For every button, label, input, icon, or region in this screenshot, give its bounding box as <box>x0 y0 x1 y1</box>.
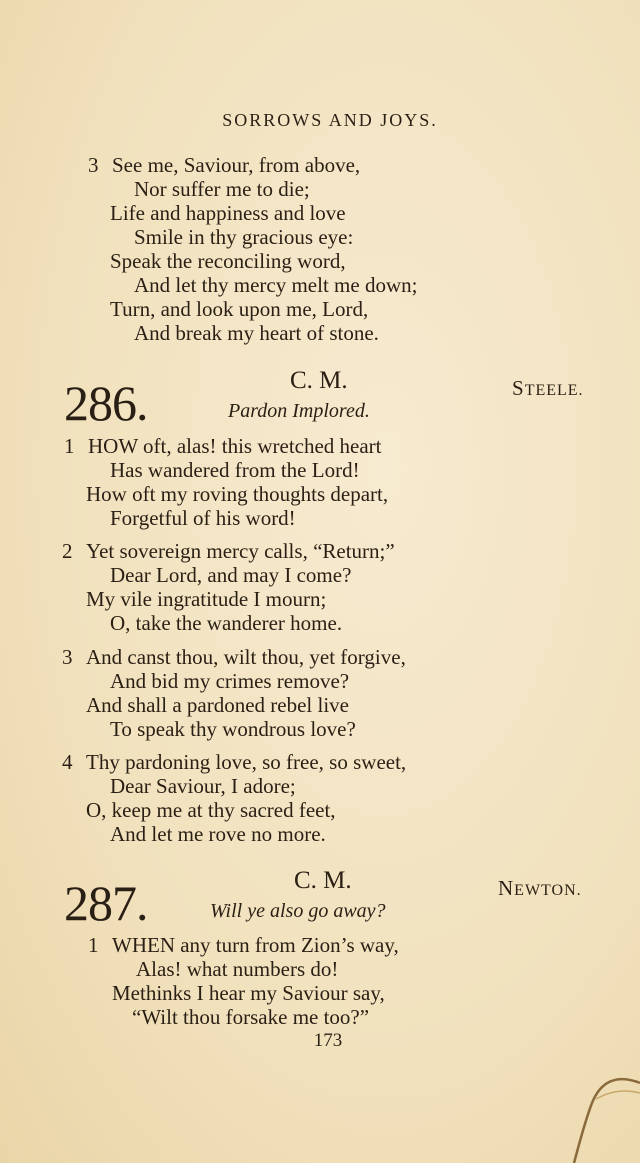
running-head: SORROWS AND JOYS. <box>222 110 438 130</box>
hymn-author <box>512 378 584 399</box>
verse-line: Alas! what numbers do! <box>136 957 339 981</box>
verse-number: 1 <box>64 434 75 458</box>
hymn-number: 287. <box>64 875 148 931</box>
verse-line: “Wilt thou forsake me too?” <box>132 1005 370 1029</box>
verse-line: Smile in thy gracious eye: <box>134 225 354 249</box>
verse-line: How oft my roving thoughts depart, <box>86 482 389 506</box>
author-rest: EWTON. <box>514 882 582 899</box>
page-fold-mark <box>530 1073 640 1163</box>
hymn-meter: C. M. <box>290 367 348 394</box>
author-initial: N <box>498 876 515 900</box>
hymn-meter: C. M. <box>294 867 352 894</box>
verse-line: And shall a pardoned rebel live <box>86 693 349 717</box>
hymn-title: Pardon Implored. <box>228 400 370 422</box>
verse-line: Speak the reconciling word, <box>110 249 346 273</box>
verse-line: Nor suffer me to die; <box>134 177 310 201</box>
verse-line: Dear Saviour, I adore; <box>110 774 296 798</box>
verse-number: 1 <box>88 933 99 957</box>
verse-number: 3 <box>88 153 99 177</box>
verse-line: And break my heart of stone. <box>134 321 379 345</box>
author-rest: TEELE. <box>524 382 584 399</box>
page-number: 173 <box>313 1030 343 1051</box>
verse-line: WHEN any turn from Zion’s way, <box>112 933 399 957</box>
verse-line: And let thy mercy melt me down; <box>134 273 418 297</box>
verse-line: Dear Lord, and may I come? <box>110 563 352 587</box>
verse-line: And canst thou, wilt thou, yet forgive, <box>86 645 406 669</box>
verse-line: HOW oft, alas! this wretched heart <box>88 434 382 458</box>
verse-line: O, take the wanderer home. <box>110 611 343 635</box>
verse-line: Thy pardoning love, so free, so sweet, <box>86 750 407 774</box>
verse-number: 3 <box>62 645 73 669</box>
hymn-number: 286. <box>64 375 148 431</box>
verse-line: O, keep me at thy sacred feet, <box>86 798 336 822</box>
verse-number: 4 <box>62 750 73 774</box>
verse-line: Has wandered from the Lord! <box>110 458 360 482</box>
hymn-author <box>498 878 582 899</box>
verse-line: Methinks I hear my Saviour say, <box>112 981 385 1005</box>
verse-line: My vile ingratitude I mourn; <box>86 587 327 611</box>
verse-number: 2 <box>62 539 73 563</box>
verse-line: Life and happiness and love <box>110 201 346 225</box>
verse-line: Turn, and look upon me, Lord, <box>110 297 369 321</box>
hymn-title: Will ye also go away? <box>210 900 386 922</box>
verse-line: Forgetful of his word! <box>110 506 296 530</box>
verse-line: And let me rove no more. <box>110 822 326 846</box>
verse-line: Yet sovereign mercy calls, “Return;” <box>86 539 395 563</box>
verse-line: To speak thy wondrous love? <box>110 717 356 741</box>
verse-line: See me, Saviour, from above, <box>112 153 361 177</box>
author-initial: S <box>512 376 525 400</box>
verse-line: And bid my crimes remove? <box>110 669 350 693</box>
